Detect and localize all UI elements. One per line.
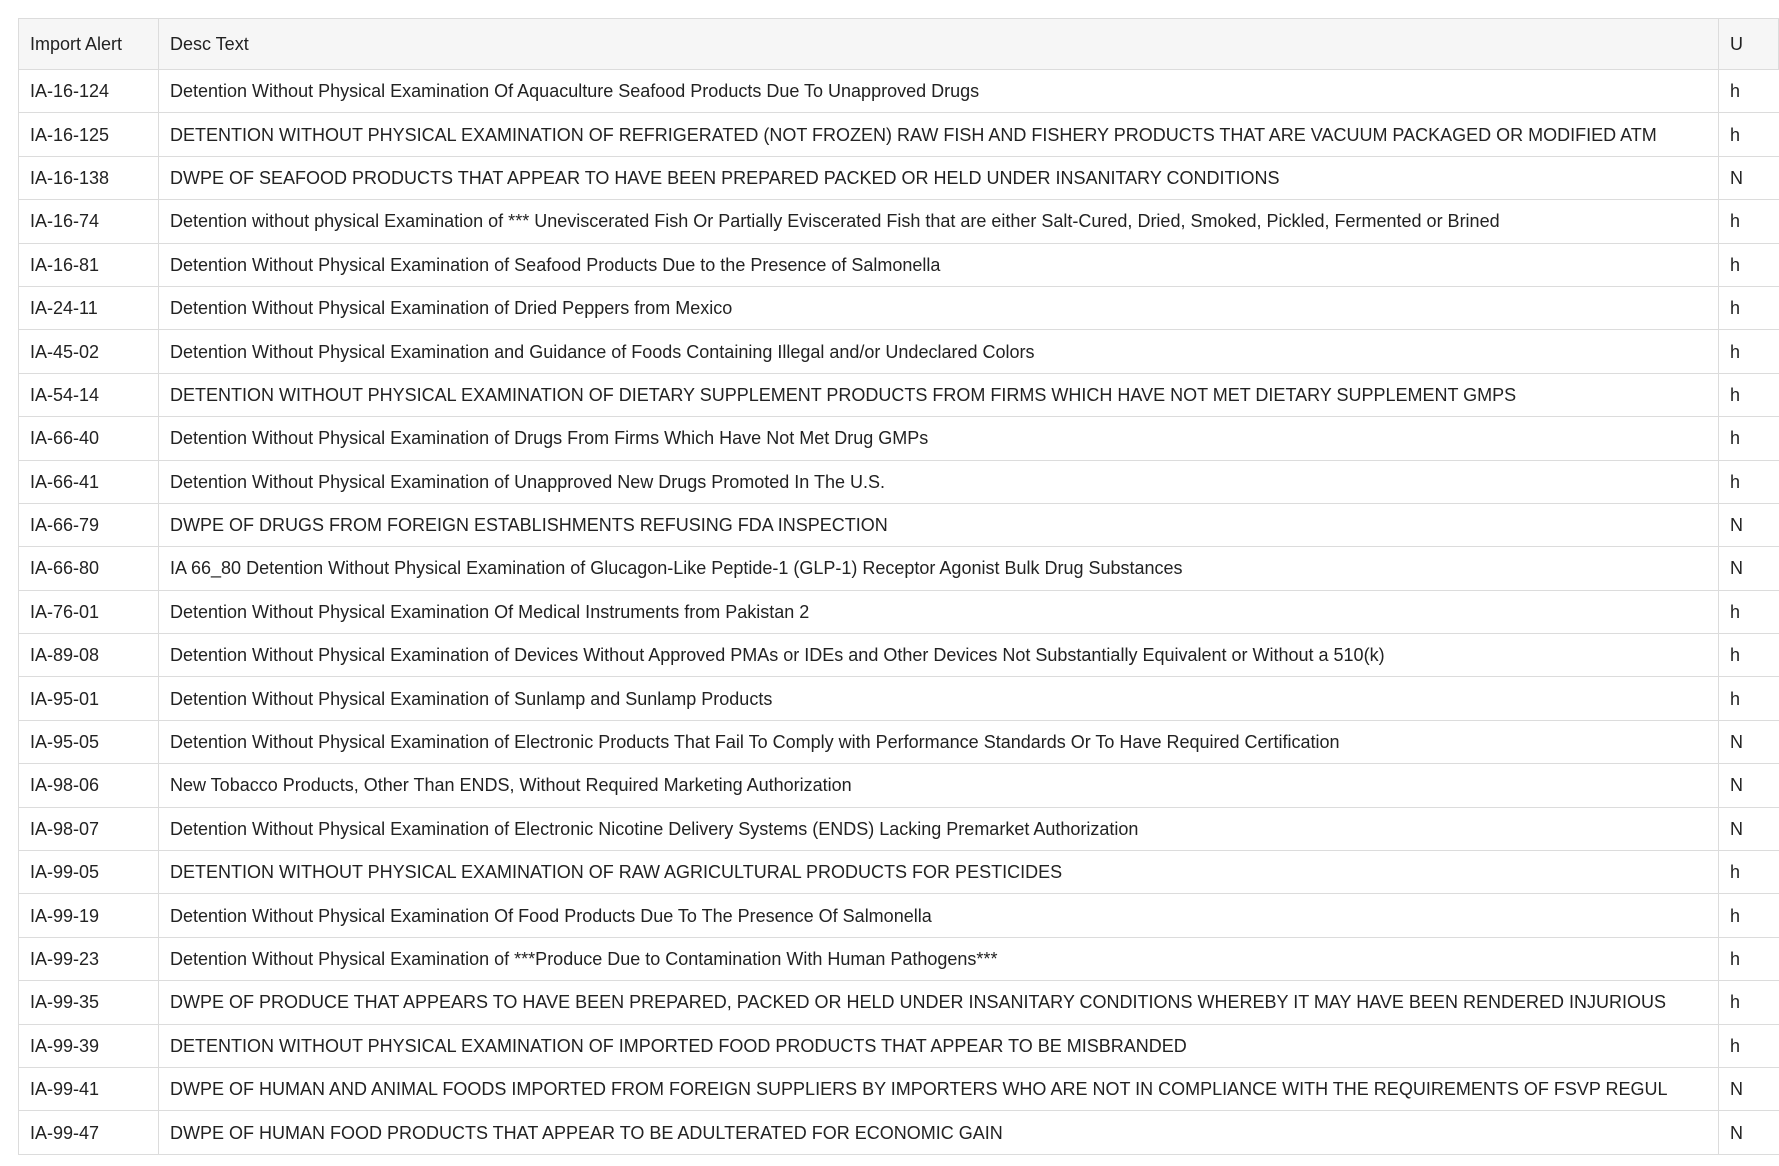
- import-alert-cell[interactable]: IA-95-05: [19, 720, 159, 763]
- url-cell[interactable]: h: [1719, 113, 1779, 156]
- url-cell[interactable]: h: [1719, 70, 1779, 113]
- import-alert-cell[interactable]: IA-99-41: [19, 1067, 159, 1110]
- column-header-url[interactable]: U: [1719, 19, 1779, 70]
- table-row[interactable]: [19, 851, 1779, 894]
- import-alert-cell[interactable]: IA-16-74: [19, 200, 159, 243]
- import-alert-cell[interactable]: IA-16-81: [19, 243, 159, 286]
- url-cell[interactable]: h: [1719, 286, 1779, 329]
- url-cell[interactable]: h: [1719, 851, 1779, 894]
- desc-text-cell[interactable]: DETENTION WITHOUT PHYSICAL EXAMINATION OF DIETARY SUPPLEMENT PRODUCTS FROM FIRMS WHICH HAVE NOT MET DIETARY SUPPLEMENT GMPS: [159, 373, 1719, 416]
- desc-text-cell[interactable]: DWPE OF SEAFOOD PRODUCTS THAT APPEAR TO HAVE BEEN PREPARED PACKED OR HELD UNDER INSANITARY CONDITIONS: [159, 156, 1719, 199]
- table-row[interactable]: [19, 70, 1779, 113]
- import-alert-cell[interactable]: IA-66-80: [19, 547, 159, 590]
- url-cell[interactable]: N: [1719, 156, 1779, 199]
- import-alert-cell[interactable]: IA-99-05: [19, 851, 159, 894]
- url-cell[interactable]: N: [1719, 807, 1779, 850]
- desc-text-cell[interactable]: DETENTION WITHOUT PHYSICAL EXAMINATION OF IMPORTED FOOD PRODUCTS THAT APPEAR TO BE MISBRANDED: [159, 1024, 1719, 1067]
- desc-text-cell[interactable]: DWPE OF PRODUCE THAT APPEARS TO HAVE BEEN PREPARED, PACKED OR HELD UNDER INSANITARY CONDITIONS WHEREBY IT MAY HAVE BEEN RENDERED INJURIOUS: [159, 981, 1719, 1024]
- import-alert-cell[interactable]: IA-99-23: [19, 937, 159, 980]
- column-header-desc-text[interactable]: Desc Text: [159, 19, 1719, 70]
- url-cell[interactable]: h: [1719, 634, 1779, 677]
- desc-text-cell[interactable]: Detention Without Physical Examination of Dried Peppers from Mexico: [159, 286, 1719, 329]
- import-alert-cell[interactable]: IA-99-47: [19, 1111, 159, 1154]
- desc-text-cell[interactable]: Detention Without Physical Examination Of Aquaculture Seafood Products Due To Unapproved Drugs: [159, 70, 1719, 113]
- desc-text-cell[interactable]: Detention without physical Examination of *** Uneviscerated Fish Or Partially Eviscerated Fish that are either Salt-Cured, Dried, Smoked, Pickled, Fermented or Brined: [159, 200, 1719, 243]
- import-alert-cell[interactable]: IA-99-35: [19, 981, 159, 1024]
- import-alert-cell[interactable]: IA-98-06: [19, 764, 159, 807]
- url-cell[interactable]: h: [1719, 243, 1779, 286]
- header-row: [19, 19, 1779, 70]
- url-cell[interactable]: h: [1719, 937, 1779, 980]
- url-cell[interactable]: N: [1719, 1111, 1779, 1154]
- url-cell[interactable]: N: [1719, 547, 1779, 590]
- table-row[interactable]: [19, 1111, 1779, 1154]
- url-cell[interactable]: h: [1719, 590, 1779, 633]
- table-row[interactable]: [19, 720, 1779, 763]
- desc-text-cell[interactable]: Detention Without Physical Examination Of Medical Instruments from Pakistan 2: [159, 590, 1719, 633]
- table-row[interactable]: [19, 981, 1779, 1024]
- url-cell[interactable]: N: [1719, 764, 1779, 807]
- desc-text-cell[interactable]: Detention Without Physical Examination of Drugs From Firms Which Have Not Met Drug GMPs: [159, 417, 1719, 460]
- desc-text-cell[interactable]: New Tobacco Products, Other Than ENDS, Without Required Marketing Authorization: [159, 764, 1719, 807]
- url-cell[interactable]: h: [1719, 677, 1779, 720]
- desc-text-cell[interactable]: DWPE OF HUMAN FOOD PRODUCTS THAT APPEAR TO BE ADULTERATED FOR ECONOMIC GAIN: [159, 1111, 1719, 1154]
- desc-text-cell[interactable]: Detention Without Physical Examination of Seafood Products Due to the Presence of Salmonella: [159, 243, 1719, 286]
- desc-text-cell[interactable]: DETENTION WITHOUT PHYSICAL EXAMINATION OF RAW AGRICULTURAL PRODUCTS FOR PESTICIDES: [159, 851, 1719, 894]
- url-cell[interactable]: N: [1719, 503, 1779, 546]
- desc-text-cell[interactable]: Detention Without Physical Examination Of Food Products Due To The Presence Of Salmonella: [159, 894, 1719, 937]
- import-alert-cell[interactable]: IA-95-01: [19, 677, 159, 720]
- table-row[interactable]: [19, 200, 1779, 243]
- url-cell[interactable]: h: [1719, 894, 1779, 937]
- url-cell[interactable]: h: [1719, 1024, 1779, 1067]
- desc-text-cell[interactable]: Detention Without Physical Examination and Guidance of Foods Containing Illegal and/or Undeclared Colors: [159, 330, 1719, 373]
- desc-text-cell[interactable]: Detention Without Physical Examination of ***Produce Due to Contamination With Human Pathogens***: [159, 937, 1719, 980]
- table-row[interactable]: [19, 417, 1779, 460]
- import-alert-cell[interactable]: IA-66-79: [19, 503, 159, 546]
- table-row[interactable]: [19, 503, 1779, 546]
- url-cell[interactable]: h: [1719, 460, 1779, 503]
- table-row[interactable]: [19, 156, 1779, 199]
- url-cell[interactable]: h: [1719, 417, 1779, 460]
- url-cell[interactable]: N: [1719, 720, 1779, 763]
- table-row[interactable]: [19, 807, 1779, 850]
- import-alerts-table: [18, 18, 1779, 1155]
- table-row[interactable]: [19, 634, 1779, 677]
- import-alert-cell[interactable]: IA-24-11: [19, 286, 159, 329]
- import-alert-cell[interactable]: IA-99-19: [19, 894, 159, 937]
- table-row[interactable]: [19, 764, 1779, 807]
- import-alert-cell[interactable]: IA-89-08: [19, 634, 159, 677]
- desc-text-cell[interactable]: Detention Without Physical Examination of Sunlamp and Sunlamp Products: [159, 677, 1719, 720]
- desc-text-cell[interactable]: DWPE OF DRUGS FROM FOREIGN ESTABLISHMENTS REFUSING FDA INSPECTION: [159, 503, 1719, 546]
- url-cell[interactable]: h: [1719, 981, 1779, 1024]
- column-header-import-alert[interactable]: Import Alert: [19, 19, 159, 70]
- desc-text-cell[interactable]: Detention Without Physical Examination of Electronic Nicotine Delivery Systems (ENDS) Lacking Premarket Authorization: [159, 807, 1719, 850]
- import-alert-cell[interactable]: IA-16-125: [19, 113, 159, 156]
- table-row[interactable]: [19, 590, 1779, 633]
- table-row[interactable]: [19, 894, 1779, 937]
- import-alert-cell[interactable]: IA-16-138: [19, 156, 159, 199]
- table-row[interactable]: [19, 1067, 1779, 1110]
- table-row[interactable]: [19, 243, 1779, 286]
- table-row[interactable]: [19, 286, 1779, 329]
- table-row[interactable]: [19, 1024, 1779, 1067]
- import-alert-cell[interactable]: IA-66-41: [19, 460, 159, 503]
- import-alert-cell[interactable]: IA-66-40: [19, 417, 159, 460]
- import-alert-cell[interactable]: IA-54-14: [19, 373, 159, 416]
- desc-text-cell[interactable]: DWPE OF HUMAN AND ANIMAL FOODS IMPORTED FROM FOREIGN SUPPLIERS BY IMPORTERS WHO ARE NOT IN COMPLIANCE WITH THE REQUIREMENTS OF FSVP REGUL: [159, 1067, 1719, 1110]
- table-row[interactable]: [19, 677, 1779, 720]
- table-row[interactable]: [19, 330, 1779, 373]
- url-cell[interactable]: h: [1719, 330, 1779, 373]
- import-alert-cell[interactable]: IA-99-39: [19, 1024, 159, 1067]
- table-row[interactable]: [19, 937, 1779, 980]
- table-row[interactable]: [19, 460, 1779, 503]
- desc-text-cell[interactable]: Detention Without Physical Examination of Electronic Products That Fail To Comply with Performance Standards Or To Have Required Certification: [159, 720, 1719, 763]
- desc-text-cell[interactable]: Detention Without Physical Examination of Unapproved New Drugs Promoted In The U.S.: [159, 460, 1719, 503]
- desc-text-cell[interactable]: IA 66_80 Detention Without Physical Examination of Glucagon-Like Peptide-1 (GLP-1) Receptor Agonist Bulk Drug Substances: [159, 547, 1719, 590]
- desc-text-cell[interactable]: DETENTION WITHOUT PHYSICAL EXAMINATION OF REFRIGERATED (NOT FROZEN) RAW FISH AND FISHERY PRODUCTS THAT ARE VACUUM PACKAGED OR MODIFIED ATM: [159, 113, 1719, 156]
- import-alert-cell[interactable]: IA-98-07: [19, 807, 159, 850]
- table-row[interactable]: [19, 373, 1779, 416]
- table-row[interactable]: [19, 113, 1779, 156]
- import-alert-cell[interactable]: IA-76-01: [19, 590, 159, 633]
- url-cell[interactable]: h: [1719, 373, 1779, 416]
- desc-text-cell[interactable]: Detention Without Physical Examination of Devices Without Approved PMAs or IDEs and Other Devices Not Substantially Equivalent or Without a 510(k): [159, 634, 1719, 677]
- import-alert-cell[interactable]: IA-16-124: [19, 70, 159, 113]
- url-cell[interactable]: h: [1719, 200, 1779, 243]
- table-row[interactable]: [19, 547, 1779, 590]
- table-viewport[interactable]: [18, 18, 1743, 1166]
- url-cell[interactable]: N: [1719, 1067, 1779, 1110]
- import-alert-cell[interactable]: IA-45-02: [19, 330, 159, 373]
